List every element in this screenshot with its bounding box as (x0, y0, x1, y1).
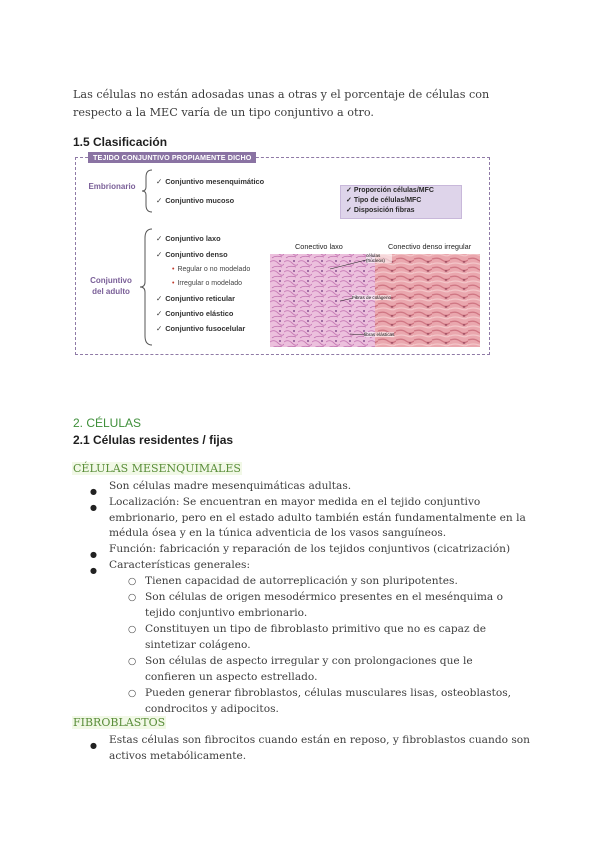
item-conjuntivo-elastico: ✓ Conjuntivo elástico (156, 309, 234, 318)
item-conjuntivo-reticular: ✓ Conjuntivo reticular (156, 294, 236, 303)
bullet-dot-icon: • (172, 266, 175, 273)
sub-bullet-icon: ○ (128, 592, 137, 603)
item-conjuntivo-fusocelular: ✓ Conjuntivo fusocelular (156, 324, 246, 333)
list-item: Características generales: (109, 559, 251, 571)
criteria-item: ✓ Tipo de células/MFC (346, 197, 422, 204)
photo-title-laxo: Conectivo laxo (295, 242, 343, 251)
section-heading-celulas: 2. CÉLULAS (73, 416, 142, 430)
sub-list-item: Tienen capacidad de autorreplicación y son pluripotentes. (145, 575, 458, 587)
check-icon: ✓ (156, 250, 163, 259)
subsection-heading-residentes: 2.1 Células residentes / fijas (73, 433, 234, 447)
sub-list-item: Son células de aspecto irregular y con prolongaciones que le confieren un aspecto estrellado. (145, 655, 473, 683)
photo-label-celulas: células (núcleos) (366, 253, 392, 263)
sub-bullet-icon: ○ (128, 688, 137, 699)
sub-list-item: Son células de origen mesodérmico presentes en el mesénquima o tejido conjuntivo embrionario. (145, 591, 503, 619)
sub-list-item: Constituyen un tipo de fibroblasto primitivo que no es capaz de sintetizar colágeno. (145, 623, 487, 651)
list-item: Estas células son fibrocitos cuando están en reposo, y fibroblastos cuando son activos metabólicamente. (109, 734, 530, 762)
sub-bullet-icon: ○ (128, 576, 137, 587)
heading-fibroblastos: FIBROBLASTOS (73, 716, 166, 729)
sub-bullet-icon: ○ (128, 624, 137, 635)
intro-paragraph: Las células no están adosadas unas a otras y el porcentaje de células con respecto a la MEC varía de un tipo conjuntivo a otro. (73, 88, 490, 119)
heading-celulas-mesenquimales: CÉLULAS MESENQUIMALES (73, 462, 241, 475)
check-icon: ✓ (156, 196, 163, 205)
check-icon: ✓ (156, 324, 163, 333)
check-icon: ✓ (156, 294, 163, 303)
embrionario-label: Embrionario (88, 182, 136, 191)
subitem-regular: • Regular o no modelado (172, 266, 251, 273)
embrionario-brace (142, 169, 154, 213)
bullet-icon: ● (90, 741, 97, 750)
criteria-item: ✓ Disposición fibras (346, 207, 415, 214)
photo-label-colageno: Fibras de colágeno (352, 295, 392, 300)
check-icon: ✓ (156, 234, 163, 243)
histology-photo (270, 239, 480, 347)
sub-bullet-icon: ○ (128, 656, 137, 667)
bullet-dot-icon: • (172, 280, 175, 287)
item-conjuntivo-laxo: ✓ Conjuntivo laxo (156, 234, 221, 243)
section-heading-clasificacion: 1.5 Clasificación (73, 135, 168, 149)
bullet-icon: ● (90, 487, 97, 496)
item-conjuntivo-denso: ✓ Conjuntivo denso (156, 250, 228, 259)
subitem-irregular: • Irregular o modelado (172, 280, 243, 287)
list-item: Función: fabricación y reparación de los tejidos conjuntivos (cicatrización) (109, 543, 511, 555)
adulto-brace (140, 228, 154, 346)
sub-list-item: Pueden generar fibroblastos, células musculares lisas, osteoblastos, condrocitos y adipocitos. (145, 687, 512, 715)
list-item: Son células madre mesenquimáticas adultas. (109, 480, 352, 492)
item-conjuntivo-mucoso: ✓ Conjuntivo mucoso (156, 196, 235, 205)
check-icon: ✓ (156, 177, 163, 186)
criteria-box (340, 185, 462, 219)
bullet-icon: ● (90, 566, 97, 575)
list-item: Localización: Se encuentran en mayor medida en el tejido conjuntivo embrionario, pero en el estado adulto también están fundamentalmente en la médula ósea y en la túnica adventicia de los vasos sanguíneos. (109, 496, 526, 540)
diagram-banner: TEJIDO CONJUNTIVO PROPIAMENTE DICHO (88, 152, 256, 163)
criteria-item: ✓ Proporción células/MFC (346, 187, 434, 194)
photo-title-denso: Conectivo denso irregular (388, 242, 472, 251)
photo-label-elasticas: fibras elásticas (364, 332, 395, 337)
bullet-icon: ● (90, 550, 97, 559)
adulto-label-line1: Conjuntivo (90, 276, 132, 285)
check-icon: ✓ (156, 309, 163, 318)
adulto-label-line2: del adulto (92, 287, 130, 296)
bullet-icon: ● (90, 503, 97, 512)
item-conjuntivo-mesenquimatico: ✓ Conjuntivo mesenquimático (156, 177, 265, 186)
